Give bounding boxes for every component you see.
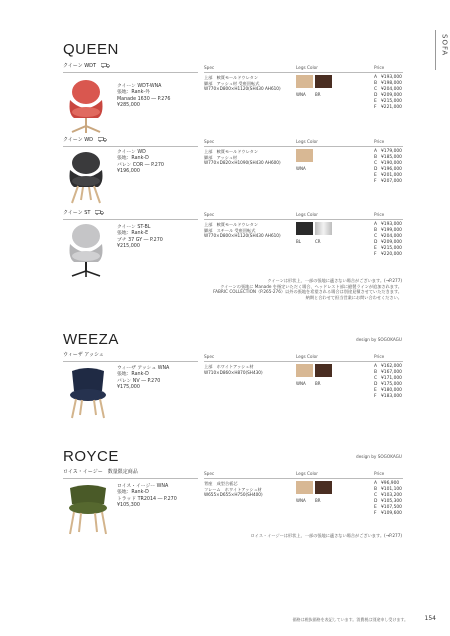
price-list [374,364,402,400]
price-header: Price [374,65,385,70]
price-row: C ¥171,000 [374,375,402,381]
product-price: ¥285,000 [117,103,140,109]
spec-line: 背座 成型合板芯 [204,481,238,486]
model-code: クイーン ST-BL [117,225,151,230]
price-row: C ¥190,000 [374,160,402,166]
divider [204,72,403,73]
product-price: ¥215,000 [117,244,140,250]
model-code: ロイス・イージー WNA [117,484,169,489]
fabric-name: プチ 37 GY ― P.270 [117,237,163,243]
divider [63,219,198,220]
swatch-label: WNA [296,165,306,171]
delivery-icon [95,210,104,215]
spec-text [204,75,281,92]
legs-header: Legs Color [296,212,318,217]
designer-credit: design by SOGOKAGU [356,454,402,459]
divider [204,146,403,147]
model-code: クイーン WD [117,150,146,155]
legs-header: Legs Color [296,65,318,70]
spec-line: 上部 軟質モールドウレタン [204,149,259,154]
price-row: E ¥180,000 [374,387,402,393]
category-tab-label: SOFA [440,34,449,57]
swatch-wna[interactable] [296,364,313,377]
swatch-bl[interactable] [296,222,313,235]
swatch-br[interactable] [315,75,332,88]
price-row: B ¥101,100 [374,486,402,492]
price-row: C ¥103,200 [374,492,402,498]
divider [204,219,403,220]
chair-image-queen-wd [64,150,108,205]
divider [204,361,403,362]
spec-line: W770×D820×H1090(SH430 AH600) [204,160,281,166]
legs-swatches [296,364,334,386]
model-code: クイーン WDT-WNA [117,84,162,89]
legs-swatches [296,222,334,244]
legs-swatches [296,481,334,503]
section-title-weeza: WEEZA [63,331,119,348]
price-header: Price [374,354,385,359]
price-row: B ¥167,000 [374,369,402,375]
price-list [374,75,402,111]
spec-text [204,222,281,239]
spec-line: 上部 軟質モールドウレタン [204,222,259,227]
swatch-br[interactable] [315,364,332,377]
row-title [63,63,110,70]
price-row: F ¥183,000 [374,393,402,399]
price-row: F ¥220,000 [374,251,402,257]
divider [63,72,198,73]
spec-line: W770×D800×H1120(SH430 AH610) [204,233,281,239]
chair-image-royce [64,482,112,536]
price-row: B ¥199,000 [374,227,402,233]
spec-header: Spec [204,65,215,70]
spec-text [204,481,263,498]
divider [63,478,198,479]
price-list [374,149,402,185]
product-price: ¥105,300 [117,503,140,509]
price-row: F ¥109,600 [374,510,402,516]
price-row: F ¥207,000 [374,178,402,184]
swatch-label: CR [315,238,321,244]
price-header: Price [374,212,385,217]
price-row: C ¥204,000 [374,86,402,92]
note-line: クイーンの張地に Manade を指定いただく場合、ヘッドレスト部に縫製ラインが追加されます。 [220,283,402,289]
price-row: D ¥209,000 [374,239,402,245]
delivery-icon [101,63,110,68]
price-row: E ¥215,000 [374,245,402,251]
model-code: ウィーザ アッシュ WNA [117,366,170,371]
price-row: C ¥204,000 [374,233,402,239]
section-title-queen: QUEEN [63,41,119,58]
row-title [63,137,107,144]
fabric-rank: 張地：Rank-D [117,490,149,496]
divider [63,361,198,362]
price-list [374,481,402,517]
row-title-text: クイーン WD [63,137,94,143]
divider [63,146,198,147]
tax-note: 価格は税抜価格を表記しています。消費税は別途申し受けます。 [292,616,408,622]
swatch-label: WNA [296,380,306,386]
price-row: A ¥193,000 [374,75,402,80]
row-title: ウィーザ アッシュ [63,352,104,358]
product-info [117,225,163,251]
price-row: B ¥198,000 [374,80,402,86]
fabric-rank: 張地：Rank-D [117,372,149,378]
legs-swatches [296,75,334,97]
note-line: 納期と合わせて担当営業にお問い合わせください。 [305,295,402,301]
price-row: B ¥185,000 [374,154,402,160]
fabric-rank: 張地：Rank-外 [117,90,150,96]
price-row: A ¥179,000 [374,149,402,154]
price-row: D ¥209,000 [374,92,402,98]
spec-line: フレーム ホワイトアッシュ材 [204,486,262,492]
swatch-label: WNA [296,91,306,97]
spec-line: W770×D800×H1120(SH430 AH610) [204,86,281,92]
spec-line: 脚部 アッシュ材 受座回転式 [204,80,260,86]
swatch-label: BR [315,91,321,97]
price-list [374,222,402,258]
swatch-label: BR [315,497,321,503]
price-row: A ¥193,000 [374,222,402,227]
product-info [117,366,169,392]
spec-header: Spec [204,471,215,476]
spec-header: Spec [204,354,215,359]
spec-line: 脚部 アッシュ材 [204,154,238,160]
chair-image-weeza [64,365,112,420]
product-price: ¥196,000 [117,169,140,175]
note-line: FABRIC COLLECTION（P.265-276）以外の張地を希望される場合は別途見積させていただきます。 [213,289,402,295]
row-title: ロイス・イージー 数量限定商品 [63,469,138,475]
spec-line: W710×D860×H870(SH430) [204,369,263,375]
delivery-icon [98,137,107,142]
fabric-name: トラッド TR2014 ― P.270 [117,496,177,502]
spec-line: 上部 軟質モールドウレタン [204,75,259,80]
price-header: Price [374,471,385,476]
legs-header: Legs Color [296,471,318,476]
spec-header: Spec [204,212,215,217]
row-title-text: クイーン WDT [63,63,97,69]
product-info [117,84,170,110]
designer-credit: design by SOGOKAGU [356,337,402,342]
fabric-name: バレン COR ― P.270 [117,162,164,168]
swatch-wna[interactable] [296,75,313,88]
swatch-wna[interactable] [296,481,313,494]
price-header: Price [374,139,385,144]
price-row: D ¥105,300 [374,498,402,504]
note-line: クイーンは形状上、一部の張地に適さない場合がございます。(→P.277) [267,278,402,283]
price-row: E ¥215,000 [374,98,402,104]
chair-image-queen-st [64,222,108,278]
price-row: D ¥175,000 [374,381,402,387]
swatch-label: BL [296,238,301,244]
fabric-name: バレン NV ― P.270 [117,378,161,384]
price-row: D ¥196,000 [374,166,402,172]
swatch-br[interactable] [315,481,332,494]
fabric-rank: 張地：Rank-E [117,231,149,237]
swatch-wna[interactable] [296,149,313,162]
price-row: A ¥162,000 [374,364,402,369]
spec-line: W655×D655×H750(SH400) [204,492,263,498]
page-number: 154 [424,614,436,622]
section-title-royce: ROYCE [63,448,119,465]
spec-text [204,364,263,375]
chair-image-queen-wdt [64,78,108,134]
row-title-text: クイーン ST [63,210,91,216]
price-row: A ¥96,900 [374,481,400,486]
row-title [63,210,104,217]
legs-swatches [296,149,315,171]
royce-note: ロイス・イージーは形状上、一部の張地に適さない場合がございます。(→P.277) [250,533,402,538]
product-info [117,484,177,510]
legs-header: Legs Color [296,139,318,144]
price-row: E ¥107,500 [374,504,402,510]
product-price: ¥175,000 [117,385,140,391]
legs-header: Legs Color [296,354,318,359]
divider [204,478,403,479]
product-info [117,150,164,176]
spec-line: 上部 ホワイトアッシュ材 [204,364,254,369]
swatch-cr[interactable] [315,222,332,235]
fabric-name: Manade 1630 ― P.276 [117,96,171,102]
spec-text [204,149,281,166]
swatch-label: BR [315,380,321,386]
price-row: F ¥221,000 [374,104,402,110]
spec-line: 脚部 スチール 受座回転式 [204,227,256,233]
queen-notes [213,278,402,301]
category-tab[interactable] [435,30,450,70]
fabric-rank: 張地：Rank-D [117,156,149,162]
swatch-label: WNA [296,497,306,503]
price-row: E ¥201,000 [374,172,402,178]
spec-header: Spec [204,139,215,144]
